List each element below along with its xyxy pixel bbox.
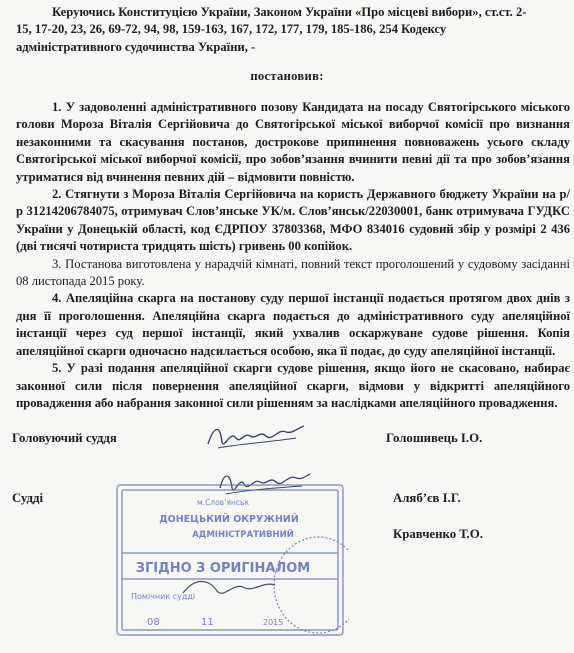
intro-line-1: Керуючись Конституцією України, Законом України «Про місцеві вибори», ст.ст. 2- xyxy=(52,5,527,19)
intro-line-3: адміністративного судочинства України, - xyxy=(16,39,256,54)
stamp-date-day: 08 xyxy=(147,617,160,628)
paragraph-1: 1. У задоволенні адміністративного позову Кандидата на посаду Святогірського міського голови Мороза Віталія Сергійовича до Святогірської міської виборчої комісії про визнання незаконними та скасування постанов, дострокове припинення повноважень усього складу Святогірської міської виборчої комісії, про зобов’язання вчинити певні дії та про зобов’язання утриматися від вчинення певних дій – відмовити повністю. xyxy=(16,100,570,184)
presiding-judge-label: Головуючий суддя xyxy=(12,431,117,445)
judge-1-name: Аляб’єв І.Г. xyxy=(393,491,461,505)
court-stamp xyxy=(113,475,349,645)
paragraph-2: 2. Стягнути з Мороза Віталія Сергійовича на користь Державного бюджету України на р/р 31214206784075, отримувач Слов’янське УК/м. Слов’янськ/22030001, банк отримувача ГУДКС України у Донецькій області, код ЄДРПОУ 37803368, МФО 834016 судовий збір у розмірі 2 436 (дві тисячі чотириста тридцять шість) гривень 00 копійок. xyxy=(16,187,570,254)
intro-paragraph xyxy=(16,4,570,56)
stamp-date-year: 2015 xyxy=(263,618,284,627)
presiding-judge-name: Голошивець І.О. xyxy=(386,431,483,445)
stamp-main-text: ЗГІДНО З ОРИГІНАЛОМ xyxy=(135,561,311,576)
resolution-heading: постановив: xyxy=(250,69,324,83)
presiding-judge-signature xyxy=(200,418,310,458)
paragraph-5: 5. У разі подання апеляційної скарги судове рішення, якщо його не скасовано, набирає законної сили після повернення апеляційної скарги, відмови у відкритті апеляційного провадження або набрання законної сили рішенням за наслідками апеляційного провадження. xyxy=(16,361,570,410)
stamp-date-month: 11 xyxy=(201,617,214,628)
paragraph-3: 3. Постанова виготовлена у нарадчій кімнаті, повний текст проголошений у судовому засіданні 08 листопада 2015 року. xyxy=(16,256,570,289)
stamp-line-2: АДМІНІСТРАТИВНИЙ xyxy=(192,530,294,540)
stamp-line-1: ДОНЕЦЬКИЙ ОКРУЖНИЙ xyxy=(159,514,299,525)
intro-line-2: 15, 17-20, 23, 26, 69-72, 94, 98, 159-163, 167, 172, 177, 179, 185-186, 254 Кодексу xyxy=(16,22,447,37)
judges-label: Судді xyxy=(12,491,44,505)
paragraph-4: 4. Апеляційна скарга на постанову суду першої інстанції подається протягом двох днів з дня її проголошення. Апеляційна скарга подається до адміністративного суду апеляційної інстанції через суд першої інстанції, який ухвалив оскаржуване судове рішення. Копія апеляційної скарги одночасно надсилається особою, яка її подає, до суду апеляційної інстанції. xyxy=(16,291,570,358)
stamp-city: м.Слов’янськ xyxy=(197,498,249,507)
judge-2-name: Кравченко Т.О. xyxy=(393,527,483,541)
resolution-paragraphs xyxy=(16,99,570,412)
stamp-assistant: Помічник судді xyxy=(131,592,196,601)
